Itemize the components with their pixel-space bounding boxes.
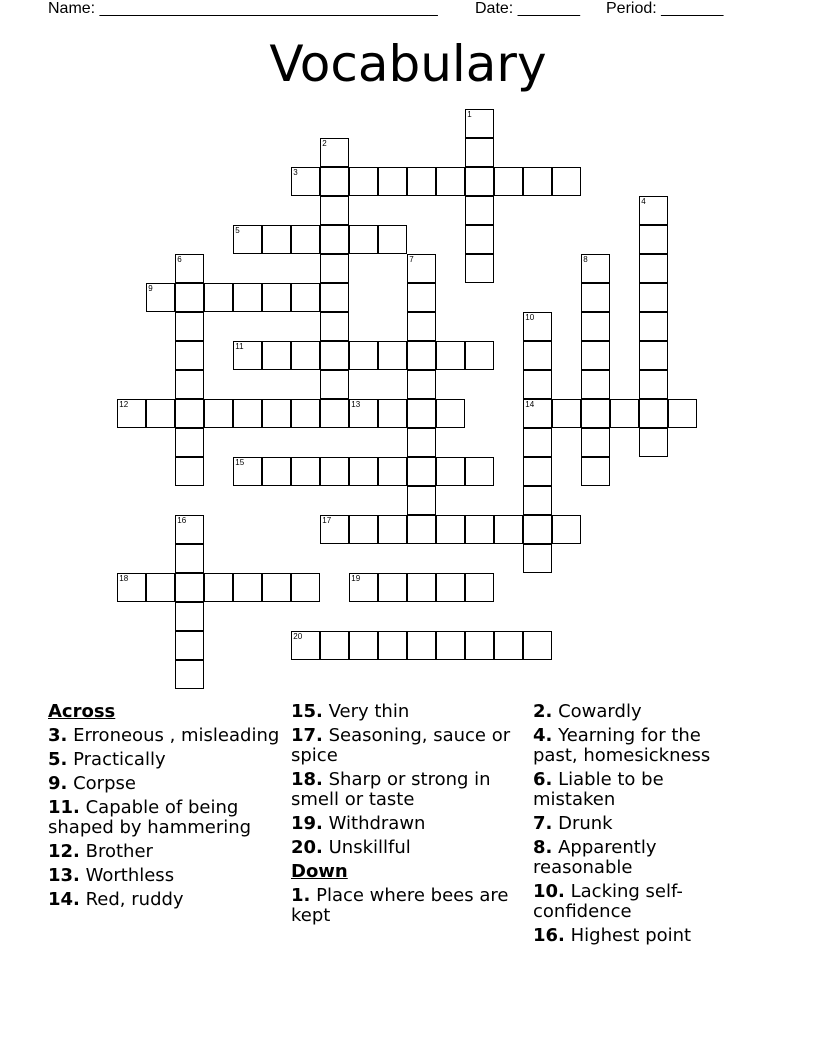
grid-cell[interactable] bbox=[175, 515, 204, 544]
grid-cell[interactable] bbox=[523, 399, 552, 428]
grid-cell[interactable] bbox=[639, 254, 668, 283]
grid-cell[interactable] bbox=[378, 167, 407, 196]
grid-cell[interactable] bbox=[117, 399, 146, 428]
clue-number: 16. bbox=[533, 925, 565, 946]
grid-cell[interactable] bbox=[378, 457, 407, 486]
across-clue bbox=[291, 726, 523, 766]
grid-cell[interactable] bbox=[320, 312, 349, 341]
grid-cell[interactable] bbox=[581, 283, 610, 312]
grid-cell[interactable] bbox=[552, 515, 581, 544]
grid-cell[interactable] bbox=[639, 225, 668, 254]
cell-number: 12 bbox=[119, 400, 129, 410]
grid-cell[interactable] bbox=[233, 283, 262, 312]
grid-cell[interactable] bbox=[639, 399, 668, 428]
grid-cell[interactable] bbox=[320, 515, 349, 544]
clue-text: Corpse bbox=[67, 773, 136, 794]
grid-cell[interactable] bbox=[523, 631, 552, 660]
page-title: Vocabulary bbox=[269, 35, 547, 93]
grid-cell[interactable] bbox=[407, 428, 436, 457]
grid-cell[interactable] bbox=[407, 167, 436, 196]
clue-number: 11. bbox=[48, 797, 80, 818]
down-clues-a bbox=[291, 886, 523, 926]
grid-cell[interactable] bbox=[552, 167, 581, 196]
grid-cell[interactable] bbox=[494, 167, 523, 196]
down-clue bbox=[533, 726, 733, 766]
grid-cell[interactable] bbox=[407, 399, 436, 428]
clues-column-1 bbox=[48, 702, 280, 914]
grid-cell[interactable] bbox=[465, 254, 494, 283]
grid-cell[interactable] bbox=[407, 515, 436, 544]
grid-cell[interactable] bbox=[407, 283, 436, 312]
cell-number: 3 bbox=[293, 168, 298, 178]
grid-cell[interactable] bbox=[320, 631, 349, 660]
clues-column-2 bbox=[291, 702, 523, 930]
across-clue bbox=[291, 838, 523, 858]
grid-cell[interactable] bbox=[146, 399, 175, 428]
grid-cell[interactable] bbox=[610, 399, 639, 428]
clue-number: 2. bbox=[533, 701, 553, 722]
grid-cell[interactable] bbox=[639, 196, 668, 225]
across-clue bbox=[291, 702, 523, 722]
cell-number: 14 bbox=[525, 400, 535, 410]
grid-cell[interactable] bbox=[233, 573, 262, 602]
grid-cell[interactable] bbox=[465, 515, 494, 544]
grid-cell[interactable] bbox=[668, 399, 697, 428]
grid-cell[interactable] bbox=[349, 399, 378, 428]
clue-text: Drunk bbox=[552, 813, 613, 834]
grid-cell[interactable] bbox=[494, 631, 523, 660]
clue-number: 9. bbox=[48, 773, 68, 794]
grid-cell[interactable] bbox=[175, 457, 204, 486]
cell-number: 19 bbox=[351, 574, 361, 584]
cell-number: 20 bbox=[293, 632, 303, 642]
across-clue bbox=[48, 890, 280, 910]
grid-cell[interactable] bbox=[552, 399, 581, 428]
cell-number: 4 bbox=[641, 197, 646, 207]
grid-cell[interactable] bbox=[639, 428, 668, 457]
grid-cell[interactable] bbox=[117, 573, 146, 602]
grid-cell[interactable] bbox=[175, 341, 204, 370]
grid-cell[interactable] bbox=[407, 486, 436, 515]
clue-text: Very thin bbox=[322, 701, 410, 722]
grid-cell[interactable] bbox=[407, 312, 436, 341]
clue-text: Apparently reasonable bbox=[533, 837, 657, 878]
grid-cell[interactable] bbox=[523, 486, 552, 515]
down-heading: Down bbox=[291, 861, 348, 882]
grid-cell[interactable] bbox=[175, 399, 204, 428]
grid-cell[interactable] bbox=[378, 573, 407, 602]
grid-cell[interactable] bbox=[523, 167, 552, 196]
grid-cell[interactable] bbox=[581, 370, 610, 399]
grid-cell[interactable] bbox=[407, 573, 436, 602]
clue-text: Liable to be mistaken bbox=[533, 769, 664, 810]
grid-cell[interactable] bbox=[639, 370, 668, 399]
period-field[interactable]: Period: _______ bbox=[606, 0, 724, 17]
across-clues-a bbox=[48, 726, 280, 910]
across-clues-b bbox=[291, 702, 523, 858]
cell-number: 10 bbox=[525, 313, 535, 323]
grid-cell[interactable] bbox=[349, 167, 378, 196]
across-heading: Across bbox=[48, 701, 116, 722]
grid-cell[interactable] bbox=[233, 457, 262, 486]
clue-text: Highest point bbox=[564, 925, 692, 946]
grid-cell[interactable] bbox=[320, 283, 349, 312]
grid-cell[interactable] bbox=[320, 138, 349, 167]
grid-cell[interactable] bbox=[523, 515, 552, 544]
grid-cell[interactable] bbox=[465, 573, 494, 602]
grid-cell[interactable] bbox=[349, 225, 378, 254]
grid-cell[interactable] bbox=[175, 573, 204, 602]
grid-cell[interactable] bbox=[204, 283, 233, 312]
grid-cell[interactable] bbox=[523, 312, 552, 341]
clue-number: 14. bbox=[48, 889, 80, 910]
grid-cell[interactable] bbox=[146, 573, 175, 602]
grid-cell[interactable] bbox=[175, 602, 204, 631]
down-clue bbox=[533, 838, 733, 878]
grid-cell[interactable] bbox=[523, 341, 552, 370]
clue-number: 17. bbox=[291, 725, 323, 746]
clue-text: Practically bbox=[67, 749, 166, 770]
clue-text: Capable of being shaped by hammering bbox=[48, 797, 252, 838]
clue-number: 5. bbox=[48, 749, 68, 770]
grid-cell[interactable] bbox=[581, 341, 610, 370]
clue-number: 18. bbox=[291, 769, 323, 790]
clue-number: 6. bbox=[533, 769, 553, 790]
grid-cell[interactable] bbox=[291, 457, 320, 486]
grid-cell[interactable] bbox=[436, 457, 465, 486]
grid-cell[interactable] bbox=[291, 573, 320, 602]
clue-number: 8. bbox=[533, 837, 553, 858]
date-field[interactable]: Date: _______ bbox=[475, 0, 580, 17]
grid-cell[interactable] bbox=[407, 341, 436, 370]
grid-cell[interactable] bbox=[465, 457, 494, 486]
clue-text: Withdrawn bbox=[322, 813, 426, 834]
down-clue bbox=[533, 814, 733, 834]
down-clue bbox=[533, 882, 733, 922]
across-clue bbox=[48, 866, 280, 886]
grid-cell[interactable] bbox=[291, 283, 320, 312]
clue-text: Brother bbox=[79, 841, 153, 862]
name-field[interactable]: Name: ______________________________________ bbox=[48, 0, 438, 17]
grid-cell[interactable] bbox=[262, 283, 291, 312]
grid-cell[interactable] bbox=[349, 631, 378, 660]
grid-cell[interactable] bbox=[436, 573, 465, 602]
grid-cell[interactable] bbox=[639, 283, 668, 312]
cell-number: 7 bbox=[409, 255, 414, 265]
grid-cell[interactable] bbox=[465, 631, 494, 660]
grid-cell[interactable] bbox=[407, 370, 436, 399]
clue-number: 15. bbox=[291, 701, 323, 722]
grid-cell[interactable] bbox=[320, 457, 349, 486]
across-clue bbox=[48, 726, 280, 746]
clue-number: 4. bbox=[533, 725, 553, 746]
clue-number: 20. bbox=[291, 837, 323, 858]
cell-number: 2 bbox=[322, 139, 327, 149]
clue-text: Seasoning, sauce or spice bbox=[291, 725, 511, 766]
cell-number: 18 bbox=[119, 574, 129, 584]
grid-cell[interactable] bbox=[291, 167, 320, 196]
grid-cell[interactable] bbox=[320, 196, 349, 225]
grid-cell[interactable] bbox=[436, 515, 465, 544]
grid-cell[interactable] bbox=[639, 341, 668, 370]
grid-cell[interactable] bbox=[175, 428, 204, 457]
clue-text: Unskillful bbox=[322, 837, 411, 858]
clue-text: Worthless bbox=[79, 865, 175, 886]
grid-cell[interactable] bbox=[465, 138, 494, 167]
across-clue bbox=[48, 842, 280, 862]
grid-cell[interactable] bbox=[581, 399, 610, 428]
across-clue bbox=[291, 770, 523, 810]
clue-text: Sharp or strong in smell or taste bbox=[291, 769, 491, 810]
cell-number: 9 bbox=[148, 284, 153, 294]
grid-cell[interactable] bbox=[291, 341, 320, 370]
grid-cell[interactable] bbox=[465, 109, 494, 138]
cell-number: 17 bbox=[322, 516, 332, 526]
grid-cell[interactable] bbox=[175, 544, 204, 573]
grid-cell[interactable] bbox=[349, 341, 378, 370]
clue-number: 19. bbox=[291, 813, 323, 834]
grid-cell[interactable] bbox=[436, 341, 465, 370]
across-clue bbox=[48, 798, 280, 838]
cell-number: 5 bbox=[235, 226, 240, 236]
grid-cell[interactable] bbox=[262, 573, 291, 602]
grid-cell[interactable] bbox=[320, 167, 349, 196]
grid-cell[interactable] bbox=[349, 515, 378, 544]
grid-cell[interactable] bbox=[465, 225, 494, 254]
clue-number: 1. bbox=[291, 885, 311, 906]
grid-cell[interactable] bbox=[291, 631, 320, 660]
grid-cell[interactable] bbox=[146, 283, 175, 312]
grid-cell[interactable] bbox=[378, 399, 407, 428]
grid-cell[interactable] bbox=[465, 167, 494, 196]
grid-cell[interactable] bbox=[494, 515, 523, 544]
grid-cell[interactable] bbox=[175, 254, 204, 283]
across-clue bbox=[48, 774, 280, 794]
grid-cell[interactable] bbox=[175, 631, 204, 660]
grid-cell[interactable] bbox=[581, 254, 610, 283]
across-clue bbox=[291, 814, 523, 834]
grid-cell[interactable] bbox=[320, 399, 349, 428]
grid-cell[interactable] bbox=[378, 341, 407, 370]
grid-cell[interactable] bbox=[523, 544, 552, 573]
grid-cell[interactable] bbox=[581, 312, 610, 341]
clue-text: Red, ruddy bbox=[79, 889, 184, 910]
grid-cell[interactable] bbox=[349, 457, 378, 486]
grid-cell[interactable] bbox=[378, 515, 407, 544]
grid-cell[interactable] bbox=[175, 660, 204, 689]
grid-cell[interactable] bbox=[436, 167, 465, 196]
grid-cell[interactable] bbox=[639, 312, 668, 341]
cell-number: 16 bbox=[177, 516, 187, 526]
down-clue bbox=[533, 770, 733, 810]
cell-number: 6 bbox=[177, 255, 182, 265]
down-clues-b bbox=[533, 702, 733, 946]
clue-text: Yearning for the past, homesickness bbox=[533, 725, 711, 766]
clue-number: 12. bbox=[48, 841, 80, 862]
down-clue bbox=[533, 926, 733, 946]
grid-cell[interactable] bbox=[262, 225, 291, 254]
grid-cell[interactable] bbox=[465, 196, 494, 225]
grid-cell[interactable] bbox=[320, 254, 349, 283]
grid-cell[interactable] bbox=[349, 573, 378, 602]
grid-cell[interactable] bbox=[320, 225, 349, 254]
down-clue bbox=[533, 702, 733, 722]
clue-text: Erroneous , misleading bbox=[67, 725, 280, 746]
across-clue bbox=[48, 750, 280, 770]
grid-cell[interactable] bbox=[262, 399, 291, 428]
grid-cell[interactable] bbox=[262, 341, 291, 370]
clue-text: Place where bees are kept bbox=[291, 885, 509, 926]
cell-number: 8 bbox=[583, 255, 588, 265]
grid-cell[interactable] bbox=[407, 254, 436, 283]
grid-cell[interactable] bbox=[320, 370, 349, 399]
grid-cell[interactable] bbox=[407, 631, 436, 660]
clue-text: Cowardly bbox=[552, 701, 642, 722]
grid-cell[interactable] bbox=[436, 631, 465, 660]
grid-cell[interactable] bbox=[581, 428, 610, 457]
grid-cell[interactable] bbox=[465, 341, 494, 370]
grid-cell[interactable] bbox=[523, 457, 552, 486]
grid-cell[interactable] bbox=[436, 399, 465, 428]
grid-cell[interactable] bbox=[291, 225, 320, 254]
grid-cell[interactable] bbox=[523, 370, 552, 399]
grid-cell[interactable] bbox=[175, 312, 204, 341]
cell-number: 11 bbox=[235, 342, 244, 352]
clue-number: 3. bbox=[48, 725, 68, 746]
grid-cell[interactable] bbox=[320, 341, 349, 370]
cell-number: 15 bbox=[235, 458, 245, 468]
cell-number: 1 bbox=[467, 110, 472, 120]
grid-cell[interactable] bbox=[407, 457, 436, 486]
grid-cell[interactable] bbox=[204, 573, 233, 602]
cell-number: 13 bbox=[351, 400, 361, 410]
clues-column-3 bbox=[533, 702, 733, 950]
grid-cell[interactable] bbox=[291, 399, 320, 428]
grid-cell[interactable] bbox=[378, 631, 407, 660]
clue-number: 10. bbox=[533, 881, 565, 902]
grid-cell[interactable] bbox=[204, 399, 233, 428]
grid-cell[interactable] bbox=[175, 283, 204, 312]
grid-cell[interactable] bbox=[581, 457, 610, 486]
grid-cell[interactable] bbox=[262, 457, 291, 486]
clue-number: 7. bbox=[533, 813, 553, 834]
grid-cell[interactable] bbox=[175, 370, 204, 399]
clue-number: 13. bbox=[48, 865, 80, 886]
grid-cell[interactable] bbox=[523, 428, 552, 457]
down-clue bbox=[291, 886, 523, 926]
grid-cell[interactable] bbox=[233, 399, 262, 428]
grid-cell[interactable] bbox=[378, 225, 407, 254]
clue-text: Lacking self-confidence bbox=[533, 881, 683, 922]
grid-cell[interactable] bbox=[233, 341, 262, 370]
grid-cell[interactable] bbox=[233, 225, 262, 254]
